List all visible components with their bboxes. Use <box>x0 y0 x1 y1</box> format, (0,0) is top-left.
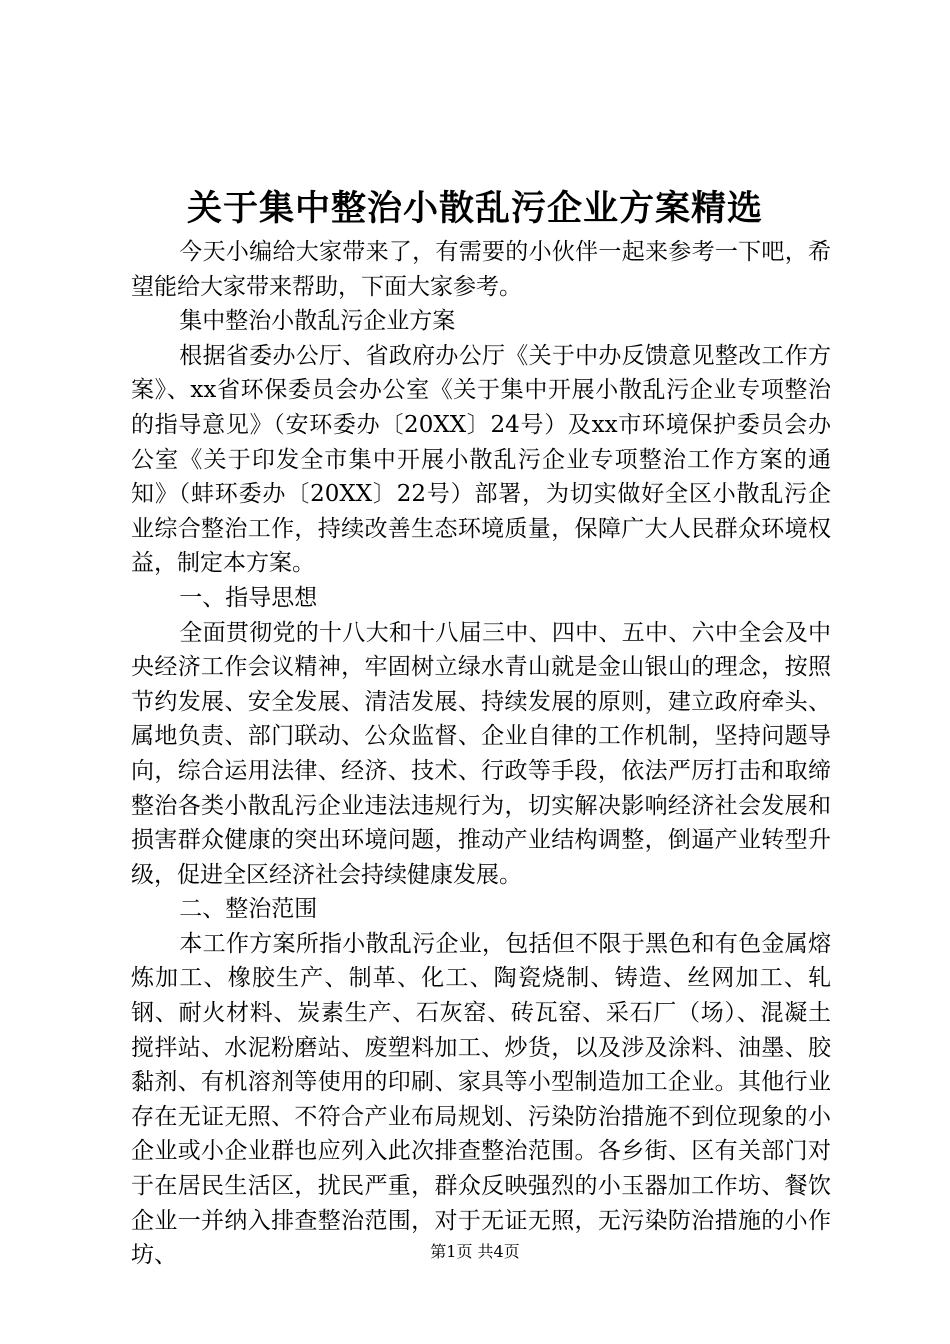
document-body <box>131 235 831 1273</box>
heading-scope: 二、整治范围 <box>179 896 318 923</box>
page-footer: 第1页 共4页 <box>430 1242 520 1261</box>
paragraph-scope: 本工作方案所指小散乱污企业，包括但不限于黑色和有色金属熔炼加工、橡胶生产、制革、化工、陶瓷烧制、铸造、丝网加工、轧钢、耐火材料、炭素生产、石灰窑、砖瓦窑、采石厂（场）、混凝土搅拌站、水泥粉磨站、废塑料加工、炒货，以及涉及涂料、油墨、胶黏剂、有机溶剂等使用的印刷、家具等小型制造加工企业。其他行业存在无证无照、不符合产业布局规划、污染防治措施不到位现象的小企业或小企业群也应列入此次排查整治范围。各乡街、区有关部门对于在居民生活区，扰民严重，群众反映强烈的小玉器加工作坊、餐饮企业一并纳入排查整治范围，对于无证无照，无污染防治措施的小作坊、 <box>131 930 831 1269</box>
heading-guiding-ideology: 一、指导思想 <box>179 584 318 611</box>
paragraph-basis: 根据省委办公厅、省政府办公厅《关于中办反馈意见整改工作方案》、xx省环保委员会办公室《关于集中开展小散乱污企业专项整治的指导意见》（安环委办〔20XX〕24号）及xx市环境保护委员会办公室《关于印发全市集中开展小散乱污企业专项整治工作方案的通知》（蚌环委办〔20XX〕22号）部署，为切实做好全区小散乱污企业综合整治工作，持续改善生态环境质量，保障广大人民群众环境权益，制定本方案。 <box>131 342 831 577</box>
paragraph-intro: 今天小编给大家带来了，有需要的小伙伴一起来参考一下吧，希望能给大家带来帮助，下面大家参考。 <box>131 239 831 300</box>
paragraph-plan-name: 集中整治小散乱污企业方案 <box>179 308 456 335</box>
document-title: 关于集中整治小散乱污企业方案精选 <box>186 188 763 229</box>
paragraph-guiding-ideology: 全面贯彻党的十八大和十八届三中、四中、五中、六中全会及中央经济工作会议精神，牢固树立绿水青山就是金山银山的理念，按照节约发展、安全发展、清洁发展、持续发展的原则，建立政府牵头、属地负责、部门联动、公众监督、企业自律的工作机制，坚持问题导向，综合运用法律、经济、技术、行政等手段，依法严厉打击和取缔整治各类小散乱污企业违法违规行为，切实解决影响经济社会发展和损害群众健康的突出环境问题，推动产业结构调整，倒逼产业转型升级，促进全区经济社会持续健康发展。 <box>131 619 831 888</box>
